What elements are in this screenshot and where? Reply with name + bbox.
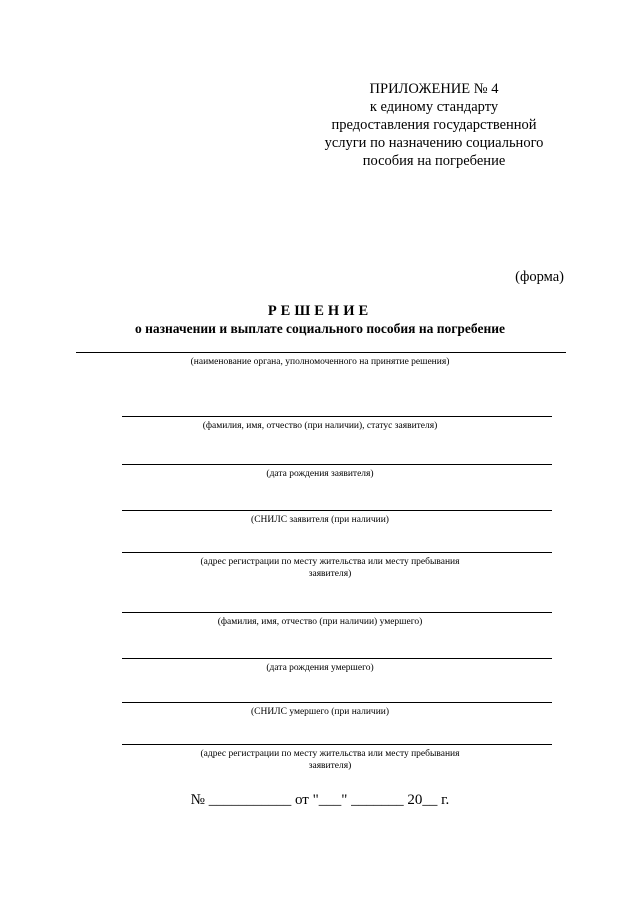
applicant-name-line [122,416,552,417]
applicant-name-caption: (фамилия, имя, отчество (при наличии), статус заявителя) [202,421,438,431]
appendix-header [300,80,568,170]
applicant-birth-line [122,464,552,465]
deceased-snils-line [122,702,552,703]
form-label: (форма) [515,269,564,285]
applicant-snils-caption: (СНИЛС заявителя (при наличии) [251,515,389,525]
deceased-snils-caption: (СНИЛС умершего (при наличии) [250,707,390,717]
applicant-birth-caption: (дата рождения заявителя) [266,469,374,479]
decision-number-date: № ___________ от "___" _______ 20__ г. [190,792,450,808]
deceased-birth-caption: (дата рождения умершего) [266,663,374,673]
appendix-line: пособия на погребение [362,153,506,169]
organ-caption: (наименование органа, уполномоченного на принятие решения) [190,357,450,367]
organ-line [76,352,566,353]
document-subtitle: о назначении и выплате социального пособия на погребение [134,321,506,336]
deceased-name-caption: (фамилия, имя, отчество (при наличии) умершего) [217,617,423,627]
deceased-address-line [122,744,552,745]
deceased-birth-line [122,658,552,659]
appendix-line: услуги по назначению социального [324,135,544,151]
applicant-address-line [122,552,552,553]
deceased-address-caption: (адрес регистрации по месту жительства или месту пребывания заявителя) [200,749,460,771]
appendix-line: предоставления государственной [331,117,537,133]
document-title: РЕШЕНИЕ [267,303,373,319]
appendix-line: к единому стандарту [369,99,499,115]
applicant-address-caption: (адрес регистрации по месту жительства или месту пребывания заявителя) [200,557,460,579]
appendix-number: ПРИЛОЖЕНИЕ № 4 [369,81,499,97]
deceased-name-line [122,612,552,613]
applicant-snils-line [122,510,552,511]
